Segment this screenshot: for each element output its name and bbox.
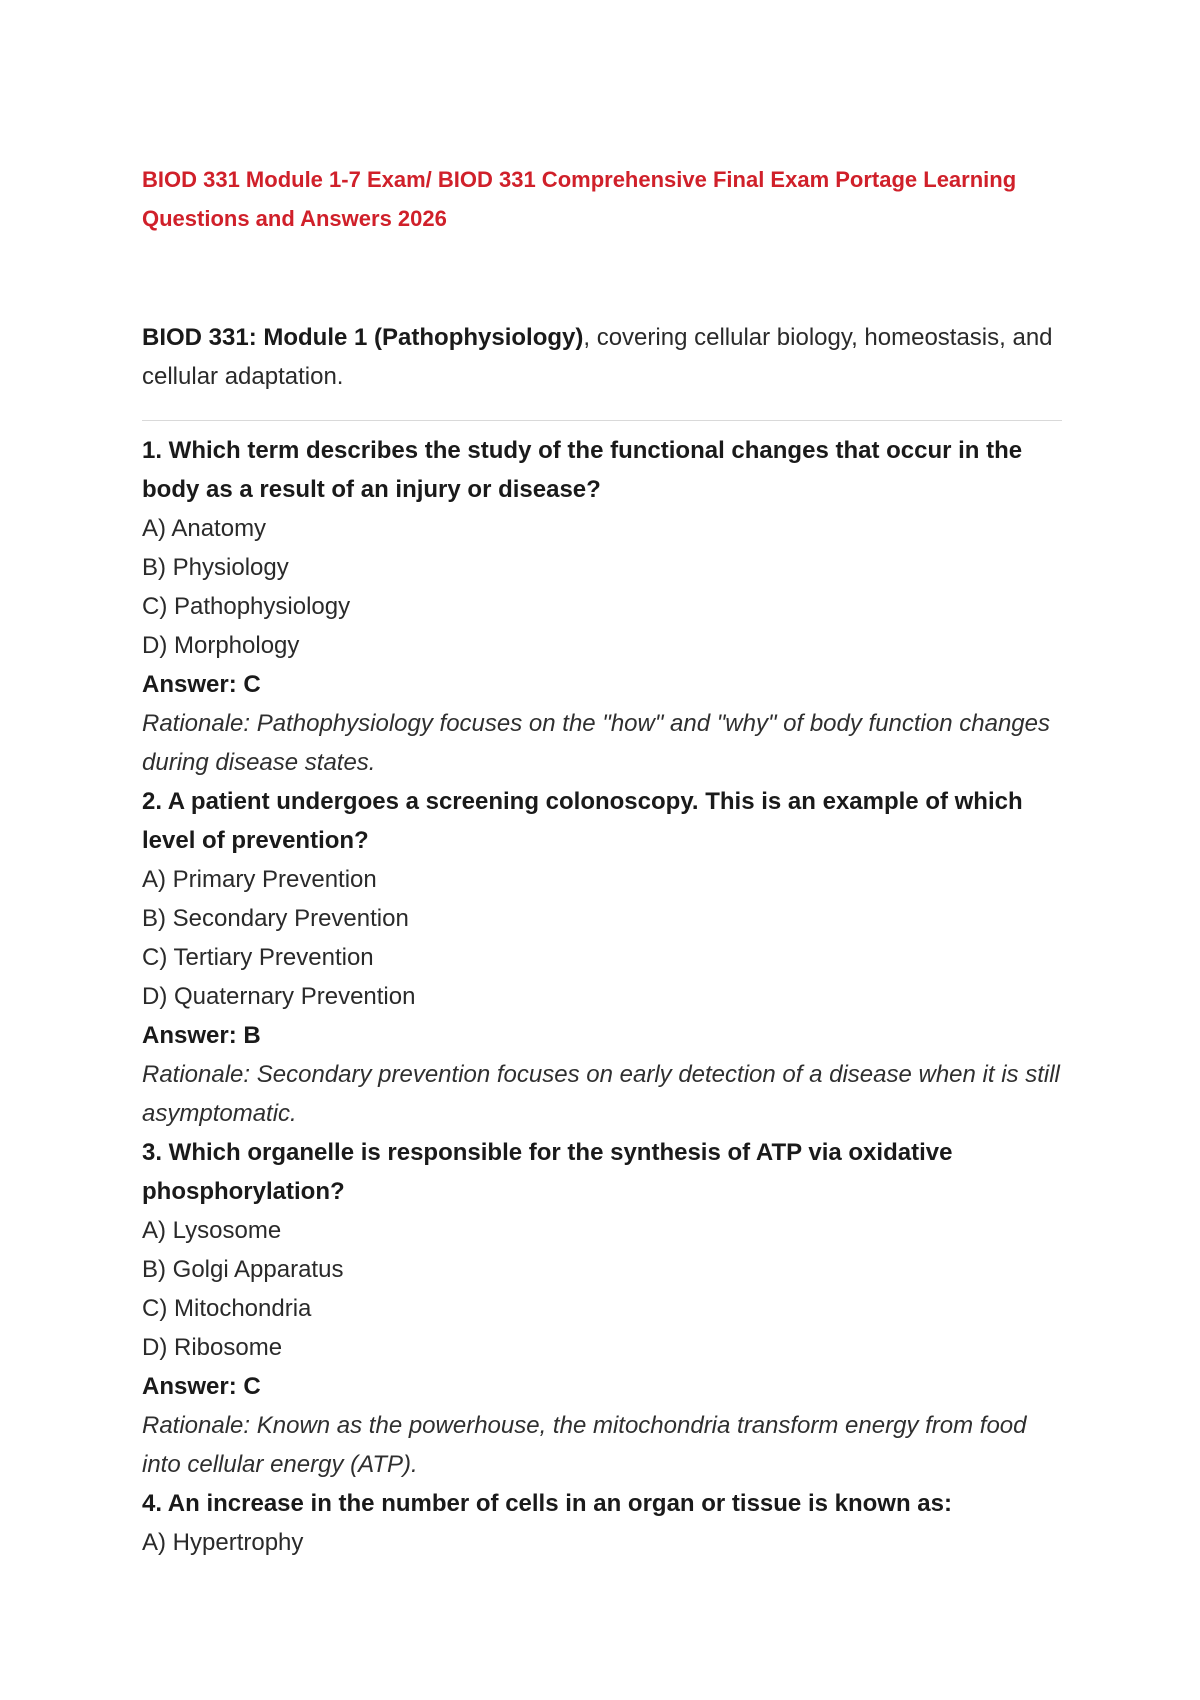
question-text: 2. A patient undergoes a screening colonoscopy. This is an example of which level of prevention? bbox=[142, 788, 1023, 854]
rationale: Rationale: Secondary prevention focuses on early detection of a disease when it is still asymptomatic. bbox=[142, 1061, 1060, 1127]
question-text: 4. An increase in the number of cells in an organ or tissue is known as: bbox=[142, 1490, 952, 1517]
option-d: D) Morphology bbox=[142, 632, 300, 659]
option-b: B) Golgi Apparatus bbox=[142, 1256, 344, 1283]
option-a: A) Primary Prevention bbox=[142, 866, 377, 893]
option-d: D) Quaternary Prevention bbox=[142, 983, 416, 1010]
option-b: B) Secondary Prevention bbox=[142, 905, 409, 932]
answer-options bbox=[142, 860, 1062, 1016]
question-4 bbox=[142, 1484, 1062, 1562]
answer-options bbox=[142, 1523, 1062, 1562]
module-intro bbox=[142, 318, 1062, 396]
module-intro-heading: BIOD 331: Module 1 (Pathophysiology) bbox=[142, 324, 584, 351]
document-page bbox=[142, 160, 1062, 1562]
rationale: Rationale: Pathophysiology focuses on the "how" and "why" of body function changes during disease states. bbox=[142, 710, 1050, 776]
option-c: C) Mitochondria bbox=[142, 1295, 312, 1322]
answer-options bbox=[142, 509, 1062, 665]
option-a: A) Anatomy bbox=[142, 515, 267, 542]
document-title: BIOD 331 Module 1-7 Exam/ BIOD 331 Comprehensive Final Exam Portage Learning Questions and Answers 2026 bbox=[142, 167, 1017, 231]
answer-key: Answer: B bbox=[142, 1022, 261, 1049]
option-d: D) Ribosome bbox=[142, 1334, 283, 1361]
module-intro-text: , covering cellular biology, homeostasis, and cellular adaptation. bbox=[142, 324, 1053, 390]
option-b: B) Physiology bbox=[142, 554, 289, 581]
question-text: 3. Which organelle is responsible for the synthesis of ATP via oxidative phosphorylation? bbox=[142, 1139, 953, 1205]
option-c: C) Pathophysiology bbox=[142, 593, 351, 620]
question-3 bbox=[142, 1133, 1062, 1484]
answer-key: Answer: C bbox=[142, 1373, 261, 1400]
option-c: C) Tertiary Prevention bbox=[142, 944, 374, 971]
option-a: A) Hypertrophy bbox=[142, 1529, 304, 1556]
answer-key: Answer: C bbox=[142, 671, 261, 698]
rationale: Rationale: Known as the powerhouse, the mitochondria transform energy from food into cellular energy (ATP). bbox=[142, 1412, 1027, 1478]
question-text: 1. Which term describes the study of the functional changes that occur in the body as a result of an injury or disease? bbox=[142, 437, 1023, 503]
question-2 bbox=[142, 782, 1062, 1133]
question-1 bbox=[142, 431, 1062, 782]
section-divider bbox=[142, 420, 1062, 421]
answer-options bbox=[142, 1211, 1062, 1367]
option-a: A) Lysosome bbox=[142, 1217, 282, 1244]
